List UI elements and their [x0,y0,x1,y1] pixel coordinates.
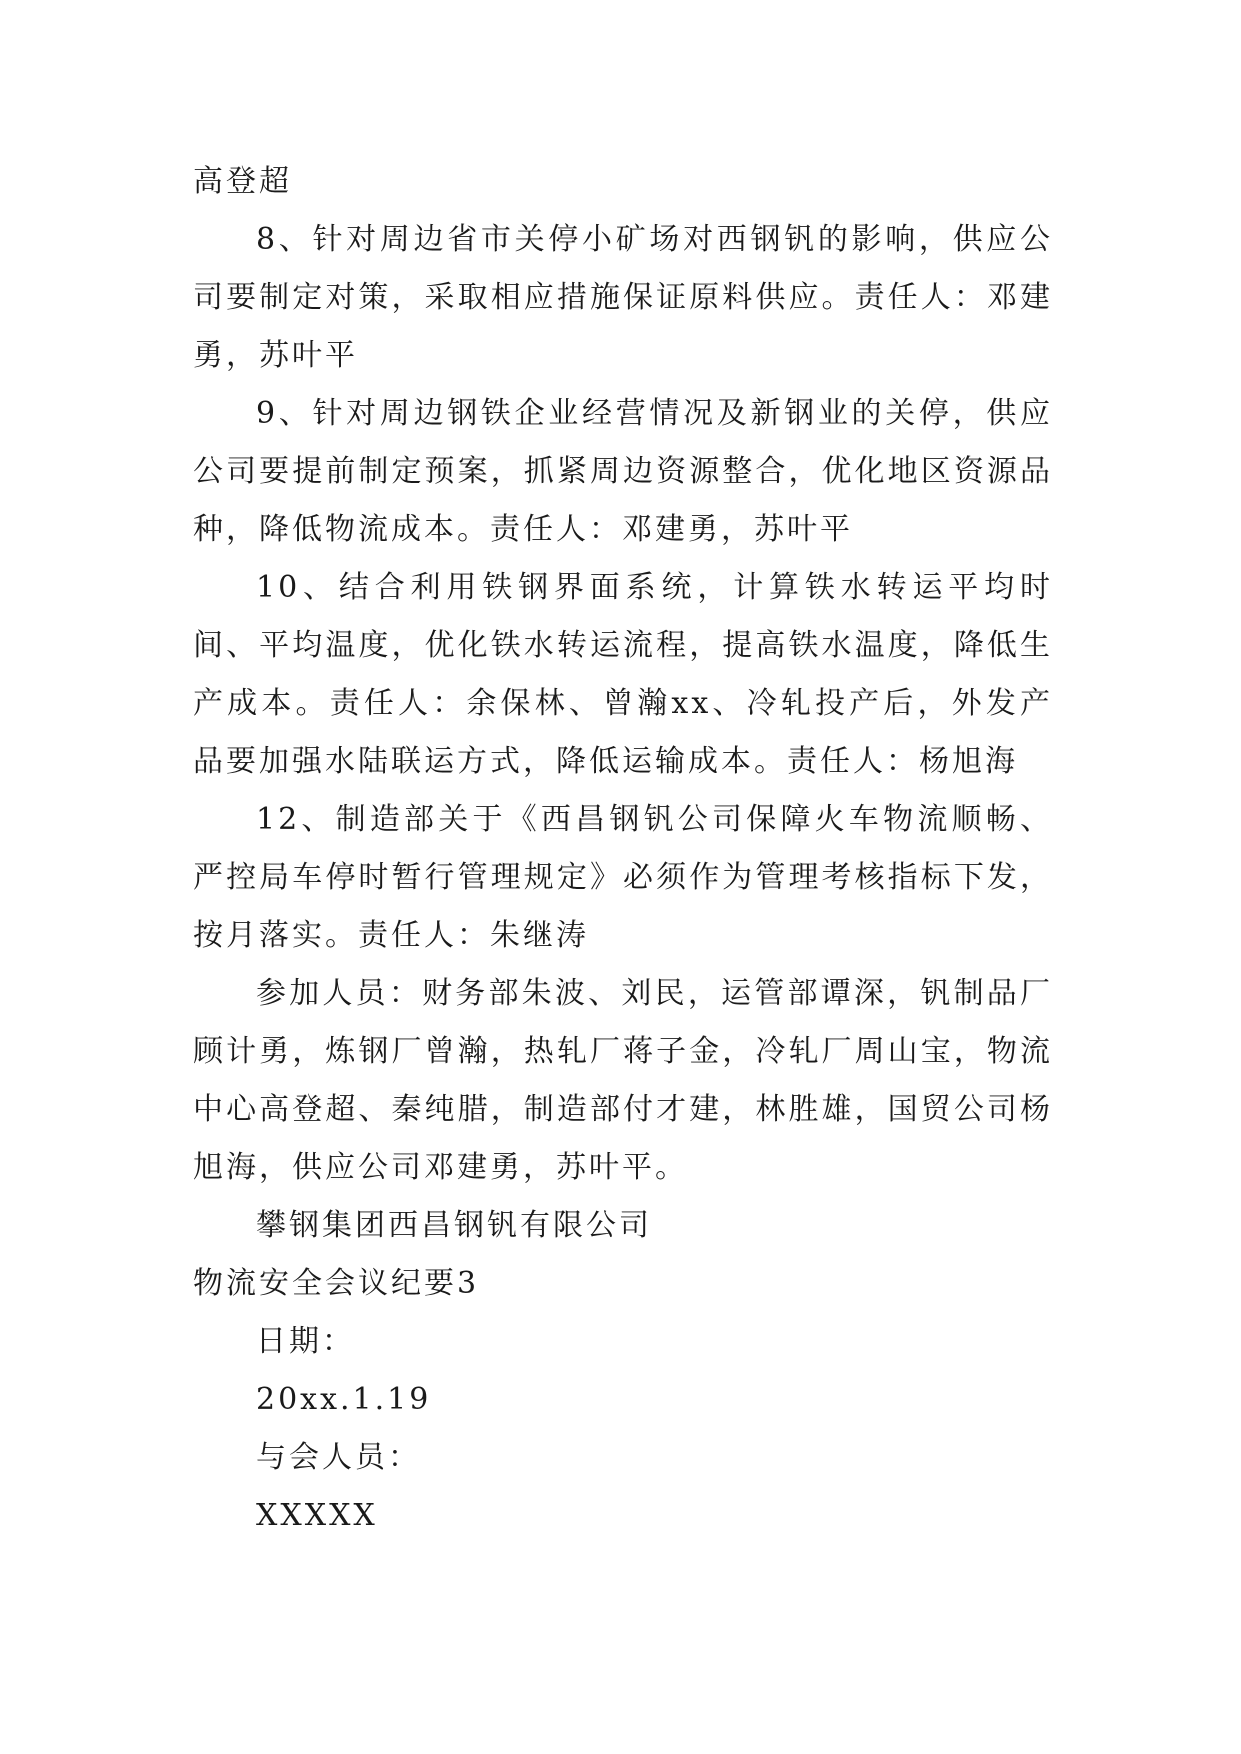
document-body [193,153,1053,1545]
company-signature: 攀钢集团西昌钢钒有限公司 [256,1208,652,1243]
paragraph-attendees: 参加人员：财务部朱波、刘民，运管部谭深，钒制品厂顾计勇，炼钢厂曾瀚，热轧厂蒋子金，冷轧厂周山宝，物流中心高登超、秦纯腊，制造部付才建，林胜雄，国贸公司杨旭海，供应公司邓建勇，苏叶平。 [193,976,1053,1185]
paragraph-item-12: 12、制造部关于《西昌钢钒公司保障火车物流顺畅、严控局车停时暂行管理规定》必须作为管理考核指标下发，按月落实。责任人：朱继涛 [193,802,1053,953]
paragraph-item-8: 8、针对周边省市关停小矿场对西钢钒的影响，供应公司要制定对策，采取相应措施保证原料供应。责任人：邓建勇，苏叶平 [193,222,1053,373]
attendees-value: XXXXX [256,1498,378,1533]
date-label: 日期： [256,1324,355,1359]
date-value: 20xx.1.19 [256,1382,432,1417]
attendees-label: 与会人员： [256,1440,421,1475]
section-title: 物流安全会议纪要3 [193,1266,480,1301]
paragraph-continuation: 高登超 [193,164,292,199]
paragraph-item-10: 10、结合利用铁钢界面系统，计算铁水转运平均时间、平均温度，优化铁水转运流程，提高铁水温度，降低生产成本。责任人：余保林、曾瀚xx、冷轧投产后，外发产品要加强水陆联运方式，降低运输成本。责任人：杨旭海 [193,570,1053,779]
paragraph-item-9: 9、针对周边钢铁企业经营情况及新钢业的关停，供应公司要提前制定预案，抓紧周边资源整合，优化地区资源品种，降低物流成本。责任人：邓建勇，苏叶平 [193,396,1053,547]
